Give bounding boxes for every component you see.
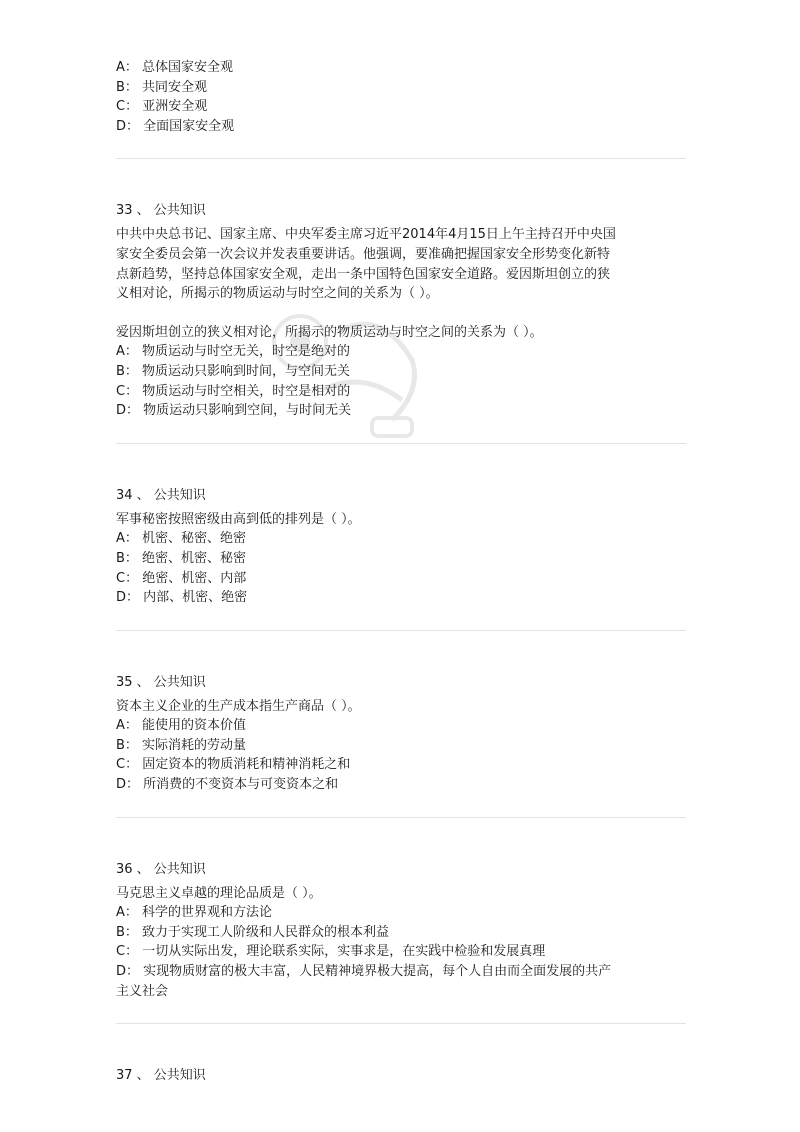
question-header: 33 、 公共知识 — [116, 203, 206, 219]
option-b: B： 绝密、机密、秘密 — [116, 550, 247, 566]
question-stem-line: 义相对论，所揭示的物质运动与时空之间的关系为（ ）。 — [116, 286, 439, 302]
option-d: D： 实现物质财富的极大丰富，人民精神境界极大提高，每个人自由而全面发展的共产 — [116, 964, 612, 980]
document-page — [116, 58, 686, 1090]
question-36 — [116, 860, 686, 1002]
option-a: A： 能使用的资本价值 — [116, 718, 247, 734]
question-37 — [116, 1066, 686, 1086]
option-d: D： 物质运动只影响到空间，与时间无关 — [116, 403, 352, 419]
option-c: C： 物质运动与时空相关，时空是相对的 — [116, 383, 351, 399]
divider — [116, 1023, 686, 1024]
option-a: A： 机密、秘密、绝密 — [116, 531, 247, 547]
question-header: 37 、 公共知识 — [116, 1068, 206, 1084]
question-header: 36 、 公共知识 — [116, 861, 206, 877]
option-b: B： 实际消耗的劳动量 — [116, 737, 247, 753]
question-33 — [116, 201, 686, 420]
option-a: A： 科学的世界观和方法论 — [116, 905, 273, 921]
question-header: 35 、 公共知识 — [116, 674, 206, 690]
question-stem-line: 军事秘密按照密级由高到低的排列是（ ）。 — [116, 511, 361, 527]
option-a: A： 物质运动与时空无关，时空是绝对的 — [116, 344, 351, 360]
option-a: A： 总体国家安全观 — [116, 60, 234, 75]
option-d-continued: 主义社会 — [116, 983, 169, 999]
prev-question-options — [116, 58, 686, 136]
divider — [116, 158, 686, 159]
option-d: D： 内部、机密、绝密 — [116, 590, 248, 606]
question-sub-stem: 爱因斯坦创立的狭义相对论，所揭示的物质运动与时空之间的关系为（ ）。 — [116, 324, 543, 340]
option-b: B： 物质运动只影响到时间，与空间无关 — [116, 363, 351, 379]
option-c: C： 亚洲安全观 — [116, 99, 208, 115]
divider — [116, 630, 686, 631]
question-stem-line: 马克思主义卓越的理论品质是（ ）。 — [116, 885, 322, 901]
option-c: C： 固定资本的物质消耗和精神消耗之和 — [116, 757, 351, 773]
option-b: B： 共同安全观 — [116, 79, 208, 95]
question-stem-line: 家安全委员会第一次会议并发表重要讲话。他强调，要准确把握国家安全形势变化新特 — [116, 246, 611, 262]
option-d: D： 所消费的不变资本与可变资本之和 — [116, 777, 339, 793]
option-d: D： 全面国家安全观 — [116, 118, 235, 134]
question-34 — [116, 486, 686, 608]
question-stem-line: 资本主义企业的生产成本指生产商品（ ）。 — [116, 698, 361, 714]
option-b: B： 致力于实现工人阶级和人民群众的根本利益 — [116, 924, 390, 940]
question-35 — [116, 673, 686, 795]
divider — [116, 817, 686, 818]
divider — [116, 443, 686, 444]
option-c: C： 绝密、机密、内部 — [116, 570, 247, 586]
question-stem-line: 中共中央总书记、国家主席、中央军委主席习近平2014年4月15日上午主持召开中央国 — [116, 227, 616, 243]
question-stem-line: 点新趋势，坚持总体国家安全观，走出一条中国特色国家安全道路。爱因斯坦创立的狭 — [116, 266, 611, 282]
question-header: 34 、 公共知识 — [116, 487, 206, 503]
option-c: C： 一切从实际出发，理论联系实际，实事求是，在实践中检验和发展真理 — [116, 944, 546, 960]
